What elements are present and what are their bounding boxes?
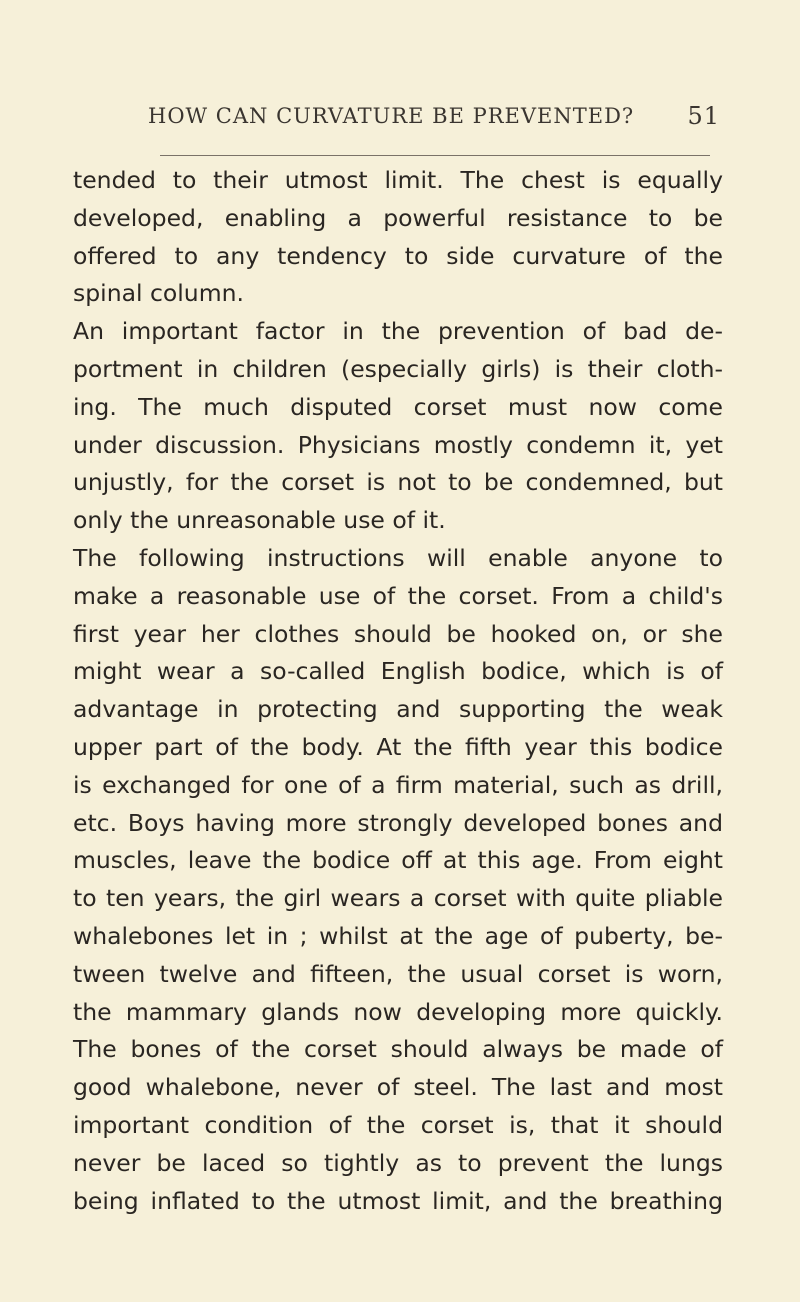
header-rule <box>160 155 710 156</box>
running-head-title: HOW CAN CURVATURE BE PREVENTED? <box>148 104 635 128</box>
text-line: make a reasonable use of the corset. From a child's <box>73 581 723 610</box>
text-line: upper part of the body. At the fifth year this bodice <box>73 732 723 761</box>
text-line: tween twelve and fifteen, the usual corset is worn, <box>73 959 723 988</box>
text-line: good whalebone, never of steel. The last and most <box>73 1073 723 1102</box>
text-line: An important factor in the prevention of bad de- <box>73 317 723 346</box>
text-line: under discussion. Physicians mostly condemn it, yet <box>73 430 723 459</box>
body-text <box>73 162 723 1220</box>
text-line: The bones of the corset should always be made of <box>73 1035 723 1064</box>
text-line: portment in children (especially girls) is their cloth- <box>73 354 723 383</box>
text-line: advantage in protecting and supporting the weak <box>73 695 723 724</box>
text-line: whalebones let in ; whilst at the age of puberty, be- <box>73 921 723 950</box>
text-line: ing. The much disputed corset must now come <box>73 392 723 421</box>
text-line: being inflated to the utmost limit, and the breathing <box>73 1186 723 1215</box>
text-line: etc. Boys having more strongly developed bones and <box>73 808 723 837</box>
text-line: never be laced so tightly as to prevent the lungs <box>73 1148 723 1177</box>
text-line: offered to any tendency to side curvature of the <box>73 241 723 270</box>
text-line: might wear a so-called English bodice, which is of <box>73 657 723 686</box>
text-line: spinal column. <box>73 279 244 308</box>
text-line: developed, enabling a powerful resistance to be <box>73 203 723 232</box>
text-line: to ten years, the girl wears a corset with quite pliable <box>73 884 723 913</box>
text-line: important condition of the corset is, that it should <box>73 1110 723 1139</box>
text-line: only the unreasonable use of it. <box>73 506 446 535</box>
text-line: unjustly, for the corset is not to be condemned, but <box>73 468 723 497</box>
text-line: tended to their utmost limit. The chest is equally <box>73 166 723 194</box>
text-line: The following instructions will enable anyone to <box>73 543 723 572</box>
text-line: muscles, leave the bodice off at this age. From eight <box>73 846 723 875</box>
text-line: first year her clothes should be hooked on, or she <box>73 619 723 648</box>
page-number: 51 <box>687 102 720 130</box>
text-line: the mammary glands now developing more quickly. <box>73 997 723 1026</box>
text-line: is exchanged for one of a firm material, such as drill, <box>73 770 723 799</box>
